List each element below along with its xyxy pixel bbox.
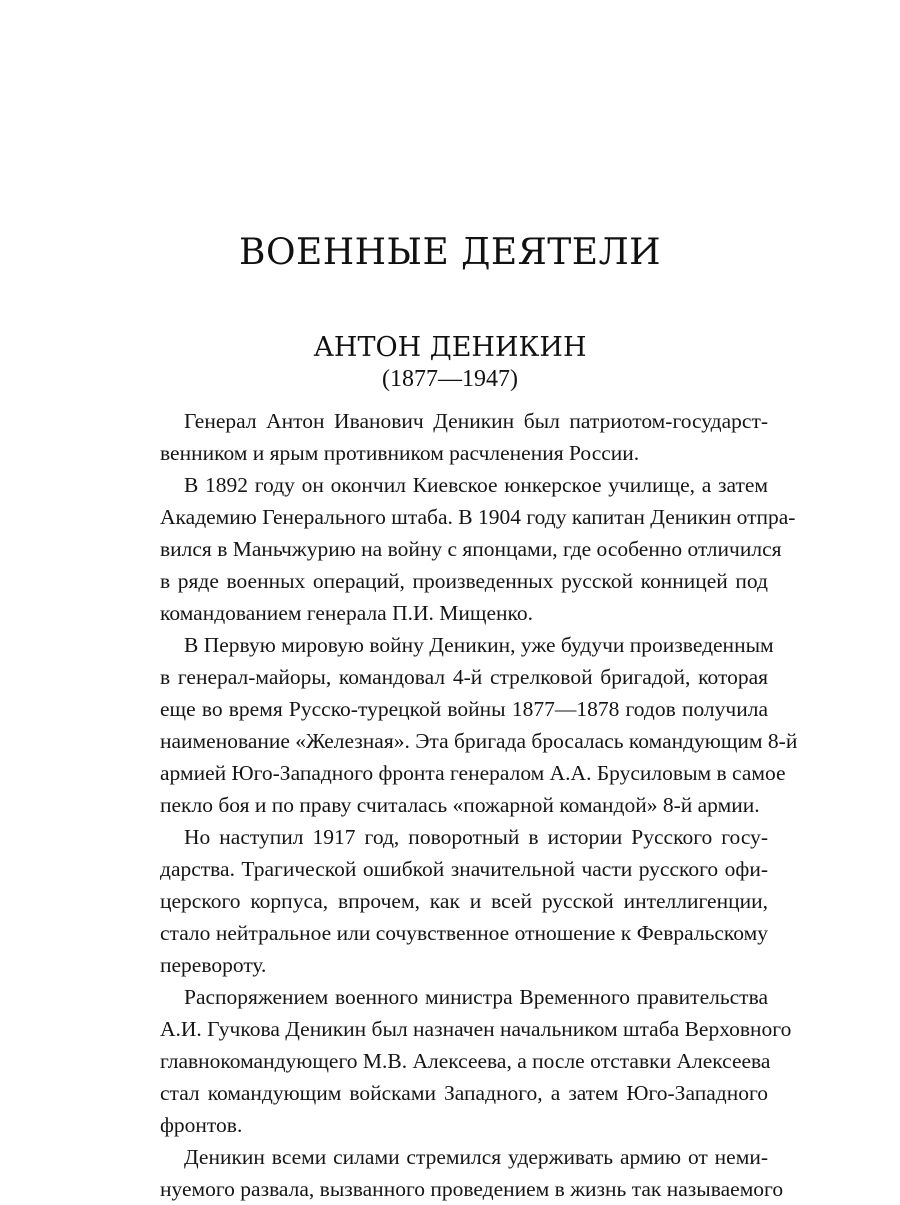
- text-line: вился в Маньчжурию на войну с японцами, где особенно отличился: [160, 537, 782, 561]
- text-line: наименование «Железная». Эта бригада бросалась командующим 8-й: [160, 729, 798, 753]
- text-line: дарства. Трагической ошибкой значительной части русского офи-: [160, 857, 768, 881]
- text-line: командованием генерала П.И. Мищенко.: [160, 601, 533, 625]
- text-line: В Первую мировую войну Деникин, уже будучи произведенным: [184, 633, 774, 657]
- text-line: стало нейтральное или сочувственное отношение к Февральскому: [160, 921, 768, 945]
- text-line: Распоряжением военного министра Временного правительства: [184, 985, 768, 1009]
- article-title: АНТОН ДЕНИКИН: [313, 332, 587, 363]
- text-line: стал командующим войсками Западного, а затем Юго-Западного: [160, 1081, 768, 1105]
- text-line: фронтов.: [160, 1113, 243, 1137]
- text-line: нуемого развала, вызванного проведением в жизнь так называемого: [160, 1177, 784, 1201]
- text-line: в ряде военных операций, произведенных русской конницей под: [160, 569, 768, 593]
- text-line: в генерал-майоры, командовал 4-й стрелковой бригадой, которая: [160, 665, 768, 689]
- text-line: пекло боя и по праву считалась «пожарной командой» 8-й армии.: [160, 793, 760, 817]
- text-line: церского корпуса, впрочем, как и всей русской интеллигенции,: [160, 889, 768, 913]
- section-title: ВОЕННЫЕ ДЕЯТЕЛИ: [238, 232, 662, 273]
- text-line: армией Юго-Западного фронта генералом А.А. Брусиловым в самое: [160, 761, 786, 785]
- article-dates: (1877—1947): [382, 366, 518, 392]
- text-line: Генерал Антон Иванович Деникин был патриотом-государст-: [184, 409, 768, 433]
- text-line: Академию Генерального штаба. В 1904 году капитан Деникин отпра-: [160, 505, 796, 529]
- article-body: [160, 405, 798, 1205]
- text-line: главнокомандующего М.В. Алексеева, а после отставки Алексеева: [160, 1049, 771, 1073]
- text-line: А.И. Гучкова Деникин был назначен начальником штаба Верховного: [160, 1017, 792, 1041]
- text-line: Но наступил 1917 год, поворотный в истории Русского госу-: [184, 825, 768, 849]
- text-line: В 1892 году он окончил Киевское юнкерское училище, а затем: [184, 473, 768, 497]
- text-line: еще во время Русско-турецкой войны 1877—1878 годов получила: [160, 697, 768, 721]
- text-line: венником и ярым противником расчленения России.: [160, 441, 640, 465]
- text-line: перевороту.: [160, 953, 267, 977]
- text-line: Деникин всеми силами стремился удерживать армию от неми-: [184, 1145, 768, 1169]
